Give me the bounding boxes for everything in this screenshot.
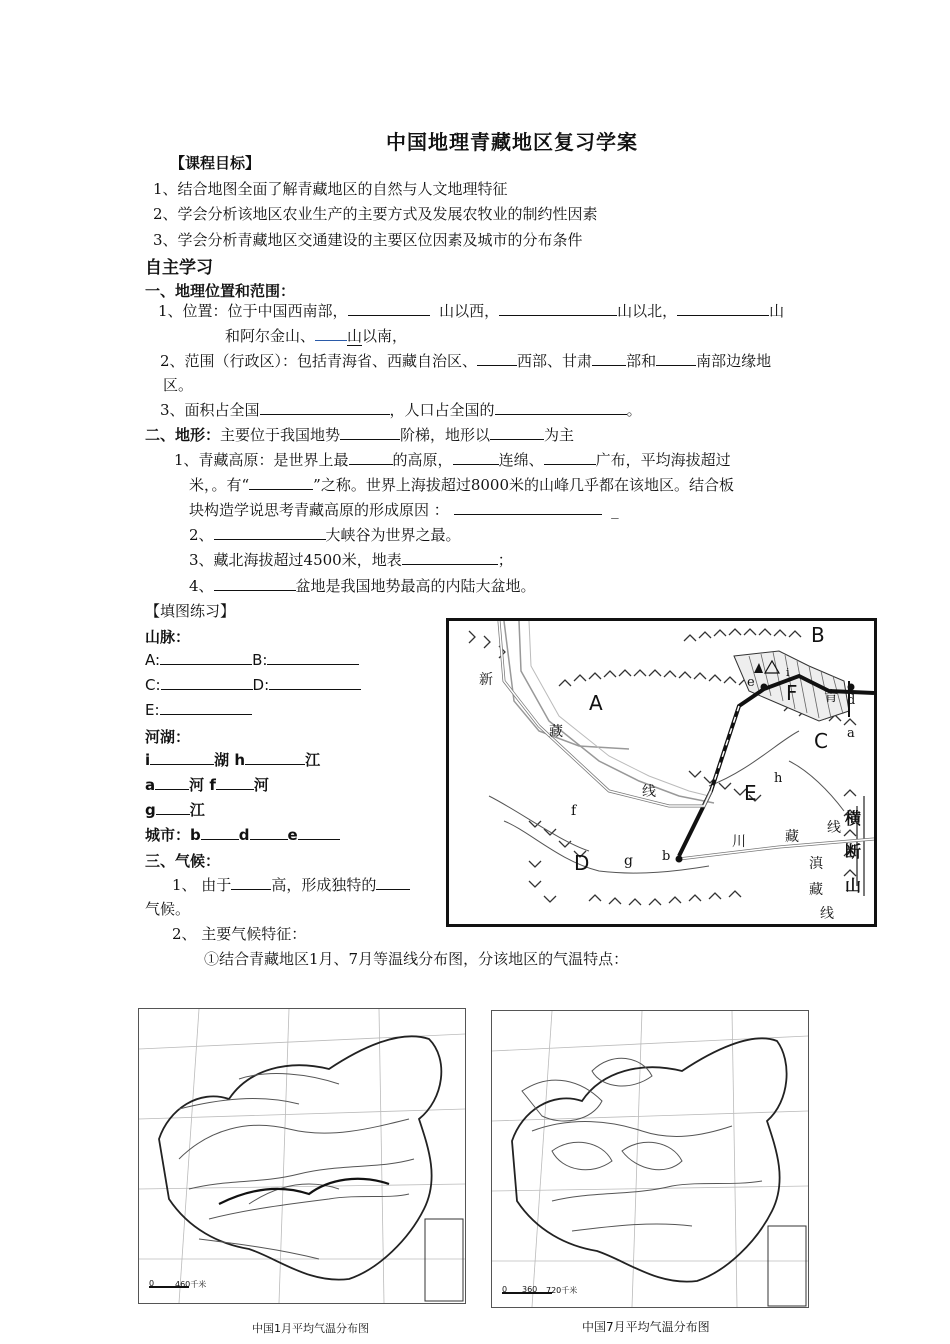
- map-label-zang3: 藏: [809, 882, 823, 898]
- section2-line: 二、地形：主要位于我国地势 阶梯，地形以 为主: [145, 426, 575, 444]
- blank[interactable]: [454, 500, 602, 515]
- plateau-line-1: 1、青藏高原：是世界上最 的高原， 连绵、 广布，平均海拔超过: [174, 451, 731, 469]
- january-map-drawing: [139, 1009, 465, 1303]
- map-label-d: d: [847, 693, 856, 708]
- map-label-qing: 青: [824, 689, 838, 705]
- map-label-xian: 线: [642, 784, 656, 800]
- map-label-xian2: 线: [827, 820, 841, 836]
- map-label-h: h: [774, 771, 783, 786]
- rivers-label: 河湖：: [145, 728, 191, 746]
- map-label-duan: 断: [845, 842, 862, 861]
- mountain-row-ab: A: B:: [145, 649, 359, 671]
- map-label-heng: 横: [845, 809, 862, 828]
- blank[interactable]: [160, 700, 252, 715]
- map-label-g: g: [624, 853, 633, 869]
- map-label-F: F: [786, 681, 798, 705]
- blank[interactable]: [245, 750, 305, 765]
- objective-item-1: 1、结合地图全面了解青藏地区的自然与人文地理特征: [153, 180, 508, 198]
- climate-features-heading: 2、 主要气候特征：: [172, 925, 307, 943]
- blank[interactable]: [490, 425, 544, 440]
- mountains-label: 山脉：: [145, 628, 191, 646]
- exercise-heading: 【填图练习】: [145, 602, 236, 620]
- range-line-2: 区。: [163, 376, 194, 394]
- july-scale-zero: 0: [502, 1285, 508, 1294]
- self-study-heading: 自主学习: [145, 258, 213, 278]
- blank[interactable]: [677, 301, 769, 316]
- map-label-zang2: 藏: [785, 829, 799, 845]
- map-label-A: A: [589, 691, 603, 715]
- objectives-heading: 【课程目标】: [170, 154, 261, 172]
- july-scale-mid: 360: [522, 1285, 538, 1294]
- blank[interactable]: [477, 351, 517, 366]
- blank[interactable]: [402, 550, 498, 565]
- section1-heading: 一、地理位置和范围：: [145, 282, 296, 300]
- blank[interactable]: [150, 750, 214, 765]
- map-label-C: C: [814, 729, 828, 753]
- plateau-line-3: 块构造学说思考青藏高原的形成原因 ： _: [189, 501, 619, 519]
- blank[interactable]: [161, 675, 253, 690]
- river-row-1: i 湖 h 江: [145, 751, 321, 769]
- blank[interactable]: [656, 351, 696, 366]
- blank[interactable]: [298, 825, 340, 840]
- plateau-line-2: 米，。有“ ”之称。世界上海拔超过8000米的山峰几乎都在该地区。结合板: [189, 476, 735, 494]
- map-label-b: b: [662, 849, 671, 864]
- canyon-line: 2、 大峡谷为世界之最。: [189, 526, 461, 544]
- map-label-xian3: 线: [820, 906, 834, 922]
- blank[interactable]: [156, 800, 190, 815]
- city-row: 城市：b d e: [145, 824, 340, 846]
- mountain-row-e: E:: [145, 699, 252, 721]
- north-tibet-line: 3、藏北海拔超过4500米，地表 ；: [189, 551, 513, 569]
- mountain-row-cd: C: D:: [145, 674, 361, 696]
- map-label-i: i: [786, 666, 790, 679]
- blank[interactable]: [592, 351, 626, 366]
- blank[interactable]: [267, 650, 359, 665]
- location-line: 1、位置：位于中国西南部， 山以西， 山以北， 山: [158, 302, 785, 320]
- blank[interactable]: [160, 650, 252, 665]
- blank[interactable]: [216, 775, 254, 790]
- january-map-caption: 中国1月平均气温分布图: [252, 1322, 369, 1335]
- map-label-f: f: [571, 803, 577, 819]
- blank[interactable]: [340, 425, 400, 440]
- blank[interactable]: [376, 875, 410, 890]
- qinghai-tibet-map: [446, 618, 877, 927]
- map-label-B: B: [811, 623, 825, 647]
- blank[interactable]: [495, 400, 627, 415]
- blank[interactable]: [201, 825, 239, 840]
- january-scale: 460千米: [175, 1280, 207, 1289]
- objective-item-3: 3、学会分析青藏地区交通建设的主要区位因素及城市的分布条件: [153, 231, 583, 249]
- map-label-D: D: [574, 851, 590, 875]
- climate-line-2: 气候。: [145, 900, 191, 918]
- map-label-shan: 山: [845, 876, 862, 895]
- blank[interactable]: [315, 326, 347, 341]
- july-map-drawing: [492, 1011, 808, 1307]
- map-label-a: a: [847, 726, 855, 741]
- blank[interactable]: [544, 450, 596, 465]
- basin-line: 4、 盆地是我国地势最高的内陆大盆地。: [189, 577, 536, 595]
- map-label-dian: 滇: [809, 856, 823, 872]
- blank[interactable]: [250, 825, 288, 840]
- july-scale-end: 720千米: [546, 1286, 578, 1295]
- objective-item-2: 2、学会分析该地区农业生产的主要方式及发展农牧业的制约性因素: [153, 205, 598, 223]
- location-line-2: 和阿尔金山、 山以南，: [225, 327, 408, 345]
- blank[interactable]: [214, 525, 326, 540]
- range-line: 2、范围（行政区）：包括青海省、西藏自治区、 西部、甘肃 部和 南部边缘地: [160, 352, 772, 370]
- july-map-caption: 中国7月平均气温分布图: [582, 1320, 710, 1334]
- blank[interactable]: [269, 675, 361, 690]
- blank[interactable]: [214, 576, 296, 591]
- january-temperature-map: [138, 1008, 466, 1304]
- july-temperature-map: [491, 1010, 809, 1308]
- map-label-zang: 藏: [549, 724, 563, 740]
- blank[interactable]: [348, 301, 430, 316]
- blank[interactable]: [499, 301, 617, 316]
- blank[interactable]: [260, 400, 390, 415]
- map-label-chuan: 川: [732, 834, 746, 850]
- map-label-e: e: [747, 675, 755, 690]
- blank[interactable]: [155, 775, 189, 790]
- page-title: 中国地理青藏地区复习学案: [386, 130, 638, 154]
- climate-line-1: 1、 由于 高，形成独特的: [172, 874, 410, 896]
- map-label-xin: 新: [479, 672, 493, 688]
- section3-heading: 三、气候：: [145, 852, 221, 870]
- river-row-3: g 江: [145, 801, 205, 819]
- blank[interactable]: [231, 875, 271, 890]
- january-scale-zero: 0: [149, 1279, 155, 1288]
- blank[interactable]: [249, 475, 313, 490]
- temperature-question: ①结合青藏地区1月、7月等温线分布图，分该地区的气温特点：: [204, 950, 629, 968]
- map-label-E: E: [744, 781, 757, 805]
- river-row-2: a 河 f 河: [145, 776, 269, 794]
- blank[interactable]: [349, 450, 393, 465]
- area-line: 3、面积占全国 ，人口占全国的 。: [160, 401, 642, 419]
- blank[interactable]: [453, 450, 499, 465]
